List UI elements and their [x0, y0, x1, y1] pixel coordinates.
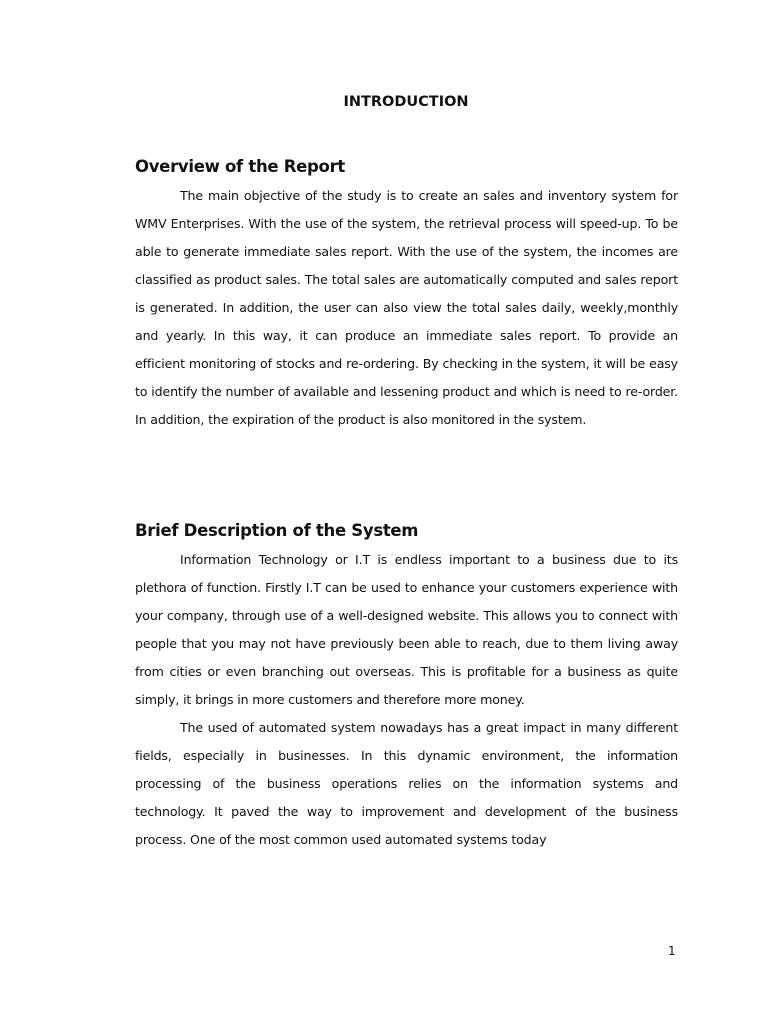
paragraph: The used of automated system nowadays has a great impact in many different fields, especially in businesses. In this dynamic environment, the information processing of the business operations relies on the information systems and technology. It paved the way to improvement and development of the business process. One of the most common used automated systems today — [135, 720, 678, 847]
section-overview — [135, 157, 678, 434]
section-heading-overview: Overview of the Report — [135, 157, 345, 176]
page-title: INTRODUCTION — [343, 94, 469, 110]
paragraph: The main objective of the study is to create an sales and inventory system for WMV Enterprises. With the use of the system, the retrieval process will speed-up. To be able to generate immediate sales report. With the use of the system, the incomes are classified as product sales. The total sales are automatically computed and sales report is generated. In addition, the user can also view the total sales daily, weekly,monthly and yearly. In this way, it can produce an immediate sales report. To provide an efficient monitoring of stocks and re-ordering. By checking in the system, it will be easy to identify the number of available and lessening product and which is need to re-order. In addition, the expiration of the product is also monitored in the system. — [135, 188, 678, 427]
page-number: 1 — [668, 944, 676, 958]
section-heading-brief-description: Brief Description of the System — [135, 521, 419, 540]
section-brief-description — [135, 521, 678, 854]
paragraph: Information Technology or I.T is endless important to a business due to its plethora of function. Firstly I.T can be used to enhance your customers experience with your company, through use of a well-designed website. This allows you to connect with people that you may not have previously been able to reach, due to them living away from cities or even branching out overseas. This is profitable for a business as quite simply, it brings in more customers and therefore more money. — [135, 552, 678, 707]
